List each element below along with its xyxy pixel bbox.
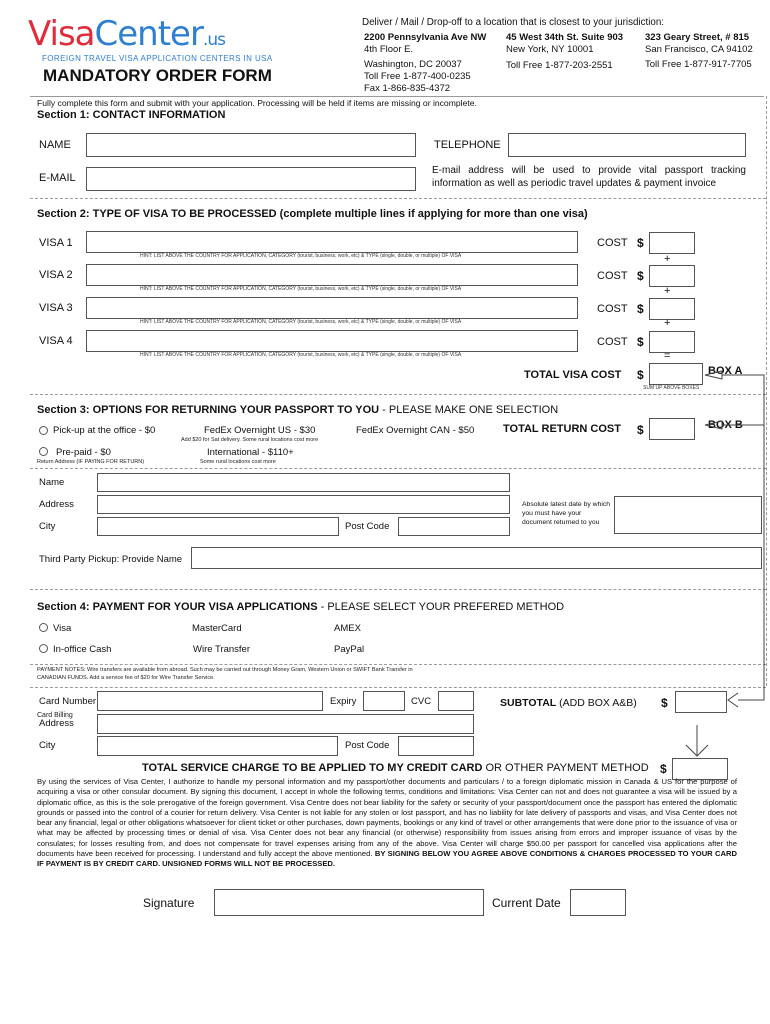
currency-symbol: $ <box>637 269 644 283</box>
telephone-label: TELEPHONE <box>434 139 501 151</box>
inoffice-label: In-office Cash <box>53 644 112 655</box>
billing-postcode-input[interactable] <box>398 736 474 756</box>
payment-notes: PAYMENT NOTES: Wire transfers are available from abroad. Such may be carried out through Money Gram, Western Union or SWIFT Bank Transfer in CANADIAN FUNDS. Add a service fee of $20 for Wire Transfer Service. <box>37 667 413 681</box>
mastercard-label: MasterCard <box>192 623 242 634</box>
billing-city-input[interactable] <box>97 736 338 756</box>
name-input[interactable] <box>86 133 416 157</box>
visa-hint: HINT: LIST ABOVE THE COUNTRY FOR APPLICATION, CATEGORY (tourist, business, work, etc) & TYPE (single, double, or multiple) OF VISA <box>140 286 462 292</box>
currency-symbol: $ <box>637 302 644 316</box>
currency-symbol: $ <box>660 762 667 776</box>
office-line: New York, NY 10001 <box>506 44 594 55</box>
cost-label: COST <box>597 336 628 348</box>
visa-2-input[interactable] <box>86 264 578 286</box>
return-address-note: Return Address (IF PAYING FOR RETURN) <box>37 459 145 465</box>
section3-title <box>37 404 558 416</box>
visa-hint: HINT: LIST ABOVE THE COUNTRY FOR APPLICATION, CATEGORY (tourist, business, work, etc) & TYPE (single, double, or multiple) OF VISA <box>140 319 462 325</box>
logo-brand-b: Center <box>94 14 203 54</box>
international-note: Some rural locations cost more <box>200 459 276 465</box>
amex-label: AMEX <box>334 623 361 634</box>
return-address-label: Address <box>39 499 74 510</box>
office-line: San Francisco, CA 94102 <box>645 44 753 55</box>
telephone-input[interactable] <box>508 133 746 157</box>
office-dc <box>364 32 486 95</box>
email-input[interactable] <box>86 167 416 191</box>
card-number-input[interactable] <box>97 691 323 711</box>
latest-date-note: Absolute latest date by which you must have your document returned to you <box>522 501 611 526</box>
section4-title <box>37 601 564 613</box>
divider <box>30 664 766 665</box>
total-visa-cost-input[interactable] <box>649 363 703 385</box>
office-line: Fax 1-866-835-4372 <box>364 83 451 94</box>
box-a-label: BOX A <box>708 365 743 377</box>
section3-title-text: Section 3: OPTIONS FOR RETURNING YOUR PASSPORT TO YOU <box>37 404 380 416</box>
plus-sign: + <box>664 285 671 297</box>
fedex-us-note: Add $20 for Sat delivery. Some rural locations cost more <box>181 437 319 443</box>
return-name-input[interactable] <box>97 473 510 492</box>
third-party-label: Third Party Pickup: Provide Name <box>39 554 183 565</box>
signature-input[interactable] <box>214 889 484 916</box>
card-number-label: Card Number <box>39 696 97 707</box>
currency-symbol: $ <box>637 423 644 437</box>
billing-postcode-label: Post Code <box>345 740 390 751</box>
signature-label: Signature <box>143 896 195 910</box>
terms-body: By using the services of Visa Center, I authorize to handle my personal information and my passport/other documents and particulars / to a foreign diplomatic mission in Canada & US for the purpose of acquiring a visa or other consular document. By signing this document, I accept in whole the following terms, conditions and limitations: Visa Center can not and does not guarantee a visa will be issued by a diplomatic office, as this is the sole prerogative of the foreign government. Visa Centre does not bear liability for the safety or security of your passport/document once the passport has entered the diplomatic grounds or passed into the control of a courier for return delivery. Visa Center is not liable for any stolen or lost passport, and has no liability for late delivery of passports and visas, and Visa Center does not bear any financial, legal or other obligations whatsoever for client ticket or other purchases, down payments, bookings or any kind of travel or other arrangements that were done prior to the issuance of visa or what may be affected by processing times or denial of visa. Visa Center does not bear any financial (or otherwise) responsibility from issues arising from errors and improper issuance of visas by the consulates; for losses resulting from, and does not compensate for travel expenses arising from any of the above. Visa Center will charge $50.00 per passport for cancelled visa applications after the documents have been received for processing. I understand and fully accept the above mentioned. <box>37 777 737 859</box>
currency-symbol: $ <box>661 696 668 710</box>
name-label: NAME <box>39 139 71 151</box>
down-arrow-icon <box>682 723 712 759</box>
paypal-label: PayPal <box>334 644 365 655</box>
office-line: 45 West 34th St. Suite 903 <box>506 32 624 43</box>
logo-brand-a: Visa <box>28 14 95 54</box>
return-postcode-label: Post Code <box>345 521 390 532</box>
form-title: MANDATORY ORDER FORM <box>43 66 272 85</box>
return-city-input[interactable] <box>97 517 339 536</box>
visa-3-input[interactable] <box>86 297 578 319</box>
terms-paragraph <box>37 777 737 870</box>
visa-hint: HINT: LIST ABOVE THE COUNTRY FOR APPLICATION, CATEGORY (tourist, business, work, etc) & TYPE (single, double, or multiple) OF VISA <box>140 253 462 259</box>
divider <box>30 687 766 688</box>
cost-label: COST <box>597 303 628 315</box>
subtotal-suffix: (ADD BOX A&B) <box>559 697 637 709</box>
total-service-text: TOTAL SERVICE CHARGE TO BE APPLIED TO MY CREDIT CARD <box>142 762 483 774</box>
total-return-cost-input[interactable] <box>649 418 695 440</box>
expiry-input[interactable] <box>363 691 405 711</box>
equals-sign: = <box>664 350 671 362</box>
office-line: 323 Geary Street, # 815 <box>645 32 750 43</box>
logo-suffix: .us <box>202 30 225 50</box>
terms-bold: BY SIGNING BELOW YOU AGREE ABOVE CONDITIONS & CHARGES PROCESSED TO YOUR CARD IF PAYMENT IS BY CREDIT CARD. UNSIGNED FORMS WILL NOT BE PROCESSED. <box>37 849 737 869</box>
divider <box>30 468 766 469</box>
pickup-label: Pick-up at the office - $0 <box>53 425 156 436</box>
total-service-suffix: OR OTHER PAYMENT METHOD <box>482 762 649 774</box>
third-party-input[interactable] <box>191 547 762 569</box>
visa-2-label: VISA 2 <box>39 269 73 281</box>
visa-hint: HINT: LIST ABOVE THE COUNTRY FOR APPLICATION, CATEGORY (tourist, business, work, etc) & TYPE (single, double, or multiple) OF VISA <box>140 352 462 358</box>
subtotal-label <box>500 697 637 709</box>
currency-symbol: $ <box>637 236 644 250</box>
visa-1-input[interactable] <box>86 231 578 253</box>
total-return-cost-label: TOTAL RETURN COST <box>503 423 621 435</box>
return-postcode-input[interactable] <box>398 517 510 536</box>
office-line: Toll Free 1-877-400-0235 <box>364 71 471 82</box>
expiry-label: Expiry <box>330 696 357 707</box>
subtotal-text: SUBTOTAL <box>500 697 557 709</box>
section2-title: Section 2: TYPE OF VISA TO BE PROCESSED (complete multiple lines if applying for more than one visa) <box>37 208 588 220</box>
billing-address-label: Address <box>39 718 74 729</box>
plus-sign: + <box>664 253 671 265</box>
divider <box>30 589 766 590</box>
email-label: E-MAIL <box>39 172 76 184</box>
current-date-label: Current Date <box>492 896 561 910</box>
office-line: Toll Free 1-877-203-2551 <box>506 60 613 71</box>
plus-sign: + <box>664 317 671 329</box>
visa-4-label: VISA 4 <box>39 335 73 347</box>
currency-symbol: $ <box>637 335 644 349</box>
return-city-label: City <box>39 521 56 532</box>
section3-title-suffix: - PLEASE MAKE ONE SELECTION <box>379 404 559 416</box>
fedex-can-label: FedEx Overnight CAN - $50 <box>356 425 475 436</box>
cost-label: COST <box>597 270 628 282</box>
box-b-label: BOX B <box>708 419 743 431</box>
visa-4-input[interactable] <box>86 330 578 352</box>
return-address-input[interactable] <box>97 495 510 514</box>
pickup-radio[interactable] <box>39 426 48 435</box>
office-line: Toll Free 1-877-917-7705 <box>645 59 752 70</box>
total-service-label <box>142 762 649 774</box>
visa-2-cost-input[interactable] <box>649 265 695 287</box>
visa-3-cost-input[interactable] <box>649 298 695 320</box>
billing-address-input[interactable] <box>97 714 474 734</box>
fedex-us-label: FedEx Overnight US - $30 <box>204 425 316 436</box>
currency-symbol: $ <box>637 368 644 382</box>
flow-arrows-icon <box>700 365 770 715</box>
visa-4-cost-input[interactable] <box>649 331 695 353</box>
divider <box>30 198 766 199</box>
wire-transfer-label: Wire Transfer <box>193 644 251 655</box>
visa-card-radio[interactable] <box>39 623 48 632</box>
intro-text: Fully complete this form and submit with your application. Processing will be held if items are missing or incomplete. <box>37 98 477 108</box>
email-note: E-mail address will be used to provide vital passport tracking information as well as periodic travel updates & payment invoice <box>432 165 746 189</box>
office-line: Washington, DC 20037 <box>364 59 462 70</box>
tagline: FOREIGN TRAVEL VISA APPLICATION CENTERS IN USA <box>42 54 273 63</box>
inoffice-radio[interactable] <box>39 644 48 653</box>
section4-title-text: Section 4: PAYMENT FOR YOUR VISA APPLICATIONS <box>37 601 318 613</box>
card-billing-label: Card Billing <box>37 712 73 719</box>
visa-1-cost-input[interactable] <box>649 232 695 254</box>
visa-3-label: VISA 3 <box>39 302 73 314</box>
section1-title: Section 1: CONTACT INFORMATION <box>37 109 226 121</box>
visa-1-label: VISA 1 <box>39 237 73 249</box>
office-line: 2200 Pennsylvania Ave NW <box>364 32 487 43</box>
prepaid-radio[interactable] <box>39 447 48 456</box>
office-sf <box>645 32 753 71</box>
cost-label: COST <box>597 237 628 249</box>
prepaid-label: Pre-paid - $0 <box>56 447 111 458</box>
office-ny <box>506 32 623 72</box>
deliver-note: Deliver / Mail / Drop-off to a location that is closest to your jurisdiction: <box>362 17 665 28</box>
cvc-input[interactable] <box>438 691 474 711</box>
billing-city-label: City <box>39 740 56 751</box>
international-label: International - $110+ <box>207 447 294 458</box>
total-visa-cost-label: TOTAL VISA COST <box>524 369 622 381</box>
frame-top <box>30 96 764 97</box>
visa-card-label: Visa <box>53 623 72 634</box>
current-date-input[interactable] <box>570 889 626 916</box>
divider <box>30 394 766 395</box>
section4-title-suffix: - PLEASE SELECT YOUR PREFERED METHOD <box>317 601 565 613</box>
cvc-label: CVC <box>411 696 432 707</box>
return-name-label: Name <box>39 477 65 488</box>
sum-note: SUM UP ABOVE BOXES <box>643 385 700 391</box>
office-line: 4th Floor E. <box>364 44 414 55</box>
